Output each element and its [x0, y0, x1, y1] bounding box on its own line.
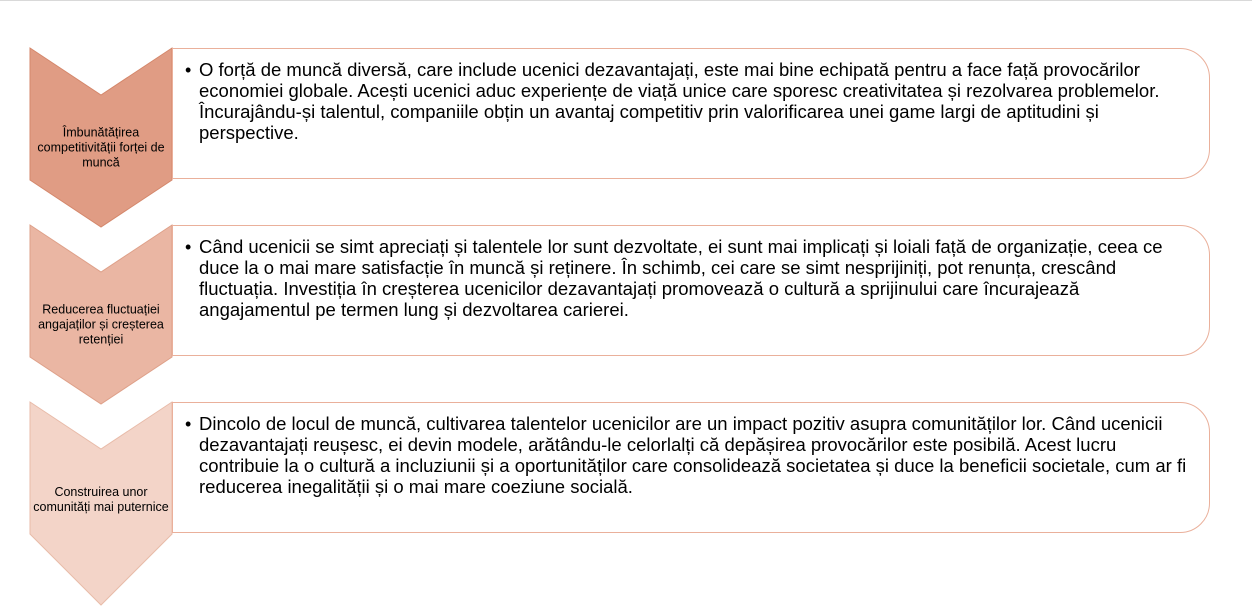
bullet-item: [185, 413, 1195, 497]
bullet-item: [185, 59, 1195, 143]
step-label-1: Îmbunătățirea competitivității forței de muncă: [37, 125, 165, 170]
step-description-3: Dincolo de locul de muncă, cultivarea talentelor ucenicilor are un impact pozitiv asupra comunităților lor. Când ucenicii dezavantajați reușesc, ei devin modele, arătându-le celorlalți că depășirea provocărilor este posibilă. Acest lucru contribuie la o cultură a incluziunii și a oportunităților care consolidează societatea și duce la beneficii societale, cum ar fi reducerea inegalității și o mai mare coeziune socială.: [199, 413, 1187, 497]
step-description-box-1: [172, 48, 1210, 179]
bullet-item: [185, 236, 1195, 320]
step-label-3: Construirea unor comunități mai puternice: [33, 485, 169, 514]
step-label-2: Reducerea fluctuației angajaților și creșterea retenției: [38, 302, 164, 347]
step-description-box-3: [172, 402, 1210, 533]
step-description-1: O forță de muncă diversă, care include ucenici dezavantajați, este mai bine echipată pentru a face față provocărilor economiei globale. Acești ucenici aduc experiențe de viață unice care sporesc creativitatea și rezolvarea problemelor. Încurajându-și talentul, companiile obțin un avantaj competitiv prin valorificarea unei game largi de aptitudini și perspective.: [199, 59, 1160, 143]
bullet-icon: •: [185, 414, 192, 434]
bullet-icon: •: [185, 237, 192, 257]
bullet-icon: •: [185, 60, 192, 80]
step-description-2: Când ucenicii se simt apreciați și talentele lor sunt dezvoltate, ei sunt mai implicați și loiali față de organizație, ceea ce duce la o mai mare satisfacție în muncă și reținere. În schimb, cei care se simt nesprijiniți, pot renunța, crescând fluctuația. Investiția în creșterea ucenicilor dezavantajați promovează o cultură a sprijinului care încurajează angajamentul pe termen lung și dezvoltarea carierei.: [199, 236, 1163, 320]
step-description-box-2: [172, 225, 1210, 356]
